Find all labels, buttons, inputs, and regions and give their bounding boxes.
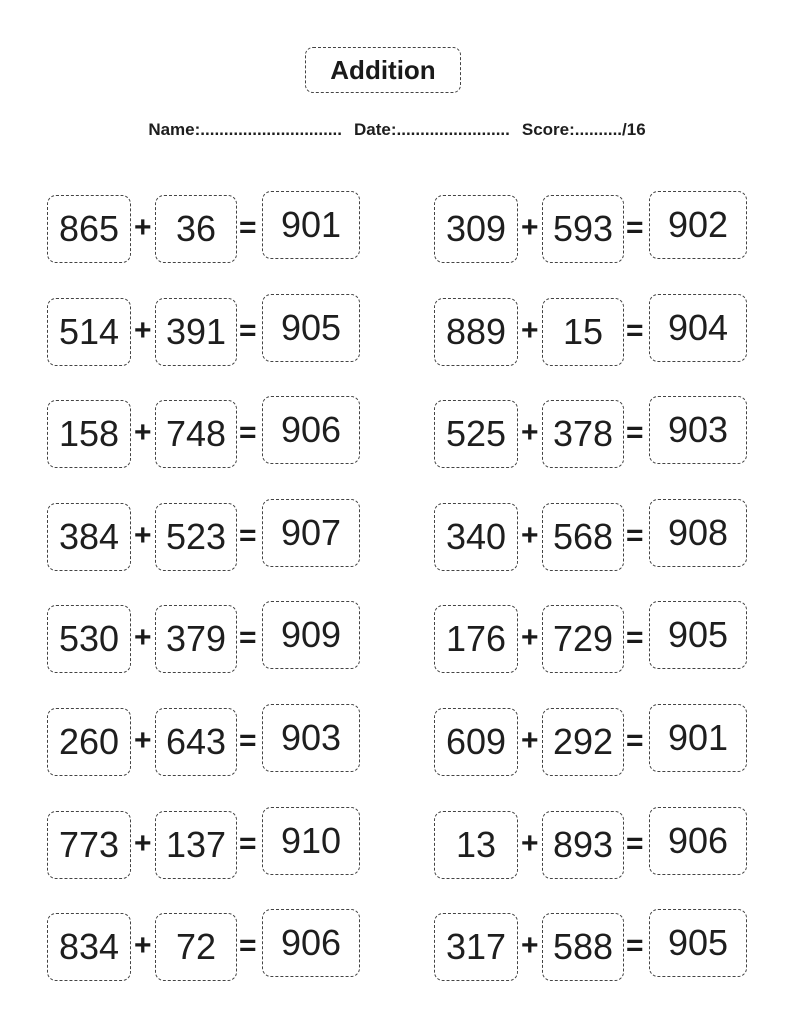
addend-box: 13 <box>434 811 518 879</box>
addend-box: 260 <box>47 708 131 776</box>
addend-box: 865 <box>47 195 131 263</box>
addend-box: 525 <box>434 400 518 468</box>
addend-box: 889 <box>434 298 518 366</box>
addend-box: 384 <box>47 503 131 571</box>
equals-sign: = <box>626 314 644 347</box>
addend-box: 378 <box>542 400 624 468</box>
problem-row <box>47 601 367 673</box>
equals-sign: = <box>239 929 257 962</box>
addend-box: 137 <box>155 811 237 879</box>
addend-box: 176 <box>434 605 518 673</box>
addend-box: 317 <box>434 913 518 981</box>
addend-box: 15 <box>542 298 624 366</box>
sum-box: 901 <box>649 704 747 772</box>
plus-sign: + <box>134 314 152 347</box>
addend-box: 609 <box>434 708 518 776</box>
equals-sign: = <box>626 827 644 860</box>
addend-box: 530 <box>47 605 131 673</box>
sum-box: 906 <box>262 909 360 977</box>
problem-row <box>434 294 754 366</box>
plus-sign: + <box>521 314 539 347</box>
problem-row <box>47 191 367 263</box>
addend-box: 523 <box>155 503 237 571</box>
plus-sign: + <box>521 416 539 449</box>
sum-box: 904 <box>649 294 747 362</box>
plus-sign: + <box>134 519 152 552</box>
addend-box: 643 <box>155 708 237 776</box>
worksheet-title: Addition <box>305 47 461 93</box>
plus-sign: + <box>134 621 152 654</box>
sum-box: 907 <box>262 499 360 567</box>
sum-box: 902 <box>649 191 747 259</box>
problem-row <box>47 909 367 981</box>
problem-row <box>434 601 754 673</box>
problem-row <box>434 704 754 776</box>
addend-box: 748 <box>155 400 237 468</box>
equals-sign: = <box>626 621 644 654</box>
plus-sign: + <box>134 724 152 757</box>
plus-sign: + <box>134 827 152 860</box>
equals-sign: = <box>239 416 257 449</box>
problem-row <box>434 499 754 571</box>
equals-sign: = <box>626 724 644 757</box>
addend-box: 514 <box>47 298 131 366</box>
addend-box: 379 <box>155 605 237 673</box>
equals-sign: = <box>626 211 644 244</box>
problem-row <box>434 909 754 981</box>
addend-box: 773 <box>47 811 131 879</box>
addend-box: 72 <box>155 913 237 981</box>
addend-box: 834 <box>47 913 131 981</box>
equals-sign: = <box>239 621 257 654</box>
plus-sign: + <box>521 621 539 654</box>
addend-box: 593 <box>542 195 624 263</box>
equals-sign: = <box>239 211 257 244</box>
date-field: Date:........................ <box>354 120 510 139</box>
equals-sign: = <box>239 314 257 347</box>
plus-sign: + <box>134 929 152 962</box>
problem-row <box>47 294 367 366</box>
addend-box: 292 <box>542 708 624 776</box>
sum-box: 903 <box>262 704 360 772</box>
sum-box: 906 <box>649 807 747 875</box>
problem-row <box>47 499 367 571</box>
score-field: Score:........../16 <box>521 120 646 139</box>
plus-sign: + <box>521 827 539 860</box>
equals-sign: = <box>239 827 257 860</box>
addend-box: 391 <box>155 298 237 366</box>
sum-box: 905 <box>262 294 360 362</box>
addend-box: 588 <box>542 913 624 981</box>
problem-row <box>434 191 754 263</box>
plus-sign: + <box>134 416 152 449</box>
plus-sign: + <box>521 929 539 962</box>
addend-box: 729 <box>542 605 624 673</box>
sum-box: 903 <box>649 396 747 464</box>
problem-row <box>47 396 367 468</box>
plus-sign: + <box>134 211 152 244</box>
addend-box: 893 <box>542 811 624 879</box>
addend-box: 340 <box>434 503 518 571</box>
problem-row <box>434 807 754 879</box>
name-field: Name:.............................. <box>148 120 342 139</box>
problem-row <box>434 396 754 468</box>
problem-row <box>47 807 367 879</box>
problem-row <box>47 704 367 776</box>
sum-box: 909 <box>262 601 360 669</box>
equals-sign: = <box>626 519 644 552</box>
sum-box: 905 <box>649 601 747 669</box>
plus-sign: + <box>521 519 539 552</box>
addend-box: 568 <box>542 503 624 571</box>
addend-box: 309 <box>434 195 518 263</box>
sum-box: 905 <box>649 909 747 977</box>
sum-box: 901 <box>262 191 360 259</box>
plus-sign: + <box>521 724 539 757</box>
addend-box: 36 <box>155 195 237 263</box>
equals-sign: = <box>239 519 257 552</box>
plus-sign: + <box>521 211 539 244</box>
sum-box: 906 <box>262 396 360 464</box>
sum-box: 908 <box>649 499 747 567</box>
sum-box: 910 <box>262 807 360 875</box>
addend-box: 158 <box>47 400 131 468</box>
equals-sign: = <box>626 929 644 962</box>
equals-sign: = <box>626 416 644 449</box>
equals-sign: = <box>239 724 257 757</box>
